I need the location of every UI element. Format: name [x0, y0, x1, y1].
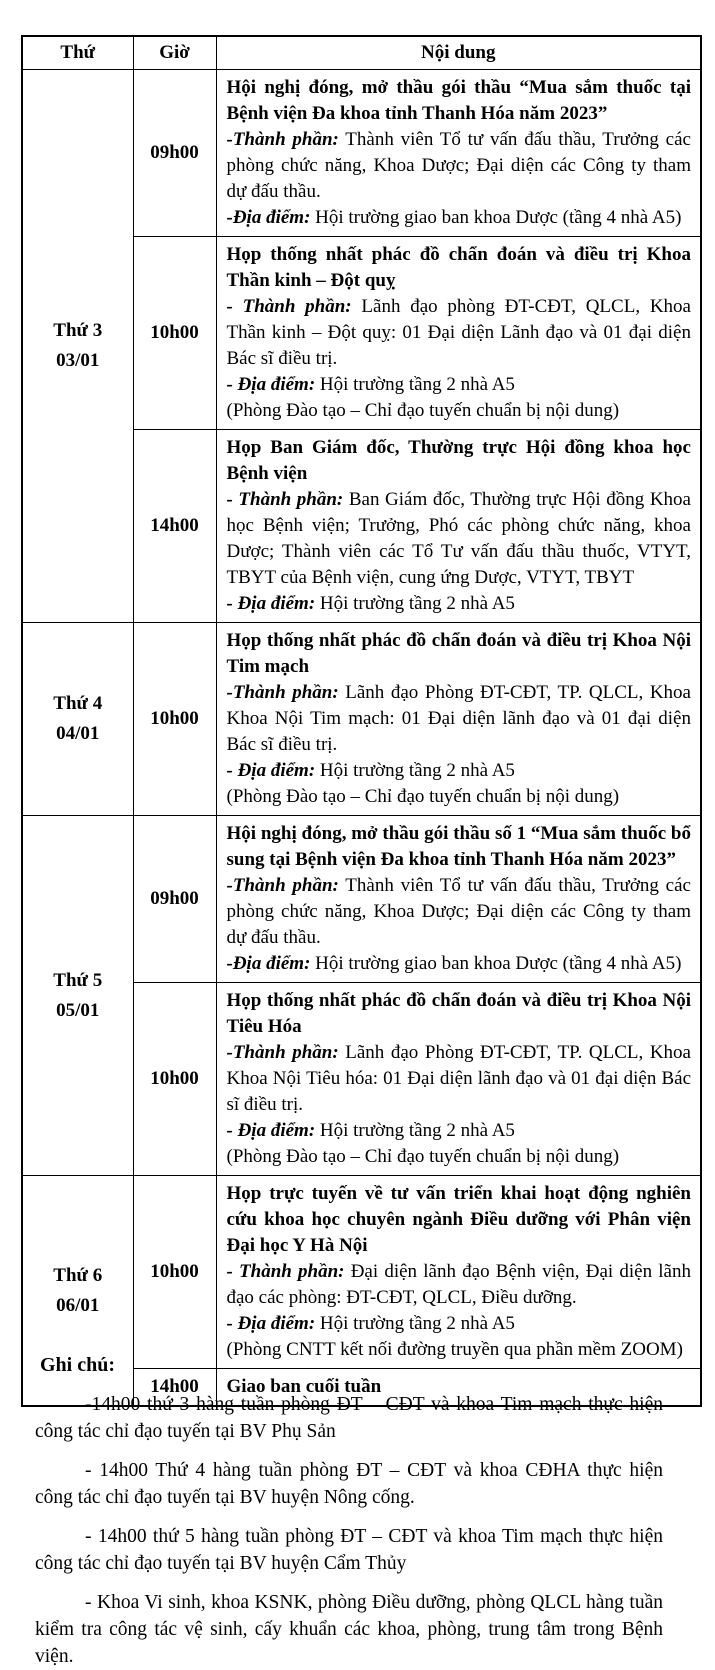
- event-line: [227, 1118, 692, 1144]
- line-text: Lãnh đạo Phòng ĐT-CĐT, TP. QLCL, Khoa Khoa Nội Tiêu hóa: 01 Đại diện lãnh đạo và 01 đại diện Bác sĩ điều trị.: [226, 1042, 691, 1115]
- event-title: Họp trực tuyến về tư vấn triển khai hoạt động nghiên cứu khoa học chuyên ngành Điều dưỡng với Phân viện Đại học Y Hà Nội: [226, 1183, 691, 1256]
- event-title: Họp Ban Giám đốc, Thường trực Hội đồng khoa học Bệnh viện: [226, 437, 691, 484]
- day-date: 04/01: [56, 723, 100, 744]
- event-line: [227, 487, 692, 591]
- line-text: Lãnh đạo Phòng ĐT-CĐT, TP. QLCL, Khoa Khoa Nội Tim mạch: 01 Đại diện lãnh đạo và 01 đại diện Bác sĩ điều trị.: [226, 682, 691, 755]
- schedule-row: [22, 816, 701, 983]
- line-label: - Địa điểm:: [226, 1313, 316, 1334]
- time-cell: 10h00: [133, 237, 216, 430]
- event-title: Giao ban cuối tuần: [226, 1376, 382, 1397]
- schedule-row: [22, 70, 701, 237]
- time-cell: 09h00: [133, 816, 216, 983]
- time-cell: 10h00: [133, 983, 216, 1176]
- line-text: Thành viên Tổ tư vấn đấu thầu, Trưởng các phòng chức năng, Khoa Dược; Đại diện các Công ty tham dự đấu thầu.: [226, 875, 691, 948]
- note-item: - 14h00 thứ 5 hàng tuần phòng ĐT – CĐT và khoa Tim mạch thực hiện công tác chỉ đạo tuyến tại BV huyện Cẩm Thủy: [35, 1526, 663, 1574]
- event-line: [227, 205, 692, 231]
- event-line: [227, 1144, 692, 1170]
- event-title: Hội nghị đóng, mở thầu gói thầu “Mua sắm thuốc tại Bệnh viện Đa khoa tỉnh Thanh Hóa năm 2023”: [226, 77, 691, 124]
- event-title: Họp thống nhất phác đồ chẩn đoán và điều trị Khoa Thần kinh – Đột quỵ: [226, 244, 691, 291]
- line-label: -Thành phần:: [226, 875, 339, 896]
- line-label: - Thành phần:: [226, 489, 344, 510]
- line-label: -Thành phần:: [226, 682, 339, 703]
- schedule-row: [22, 623, 701, 816]
- event-line: [227, 591, 692, 617]
- event-line: [227, 784, 692, 810]
- line-label: -Địa điểm:: [226, 953, 311, 974]
- content-cell: [216, 983, 701, 1176]
- event-line: [227, 951, 692, 977]
- time-cell: 14h00: [133, 1369, 216, 1407]
- line-text: (Phòng Đào tạo – Chỉ đạo tuyến chuẩn bị nội dung): [226, 400, 620, 421]
- content-cell: [216, 70, 701, 237]
- schedule-table: [21, 35, 702, 1407]
- event-line: [227, 127, 692, 205]
- line-label: - Địa điểm:: [226, 760, 316, 781]
- event-line: [227, 294, 692, 372]
- schedule-row: [22, 1176, 701, 1369]
- time-cell: 14h00: [133, 430, 216, 623]
- line-text: Thành viên Tổ tư vấn đấu thầu, Trưởng các phòng chức năng, Khoa Dược; Đại diện các Công ty tham dự đấu thầu.: [226, 129, 691, 202]
- note-item: - Khoa Vi sinh, khoa KSNK, phòng Điều dưỡng, phòng QLCL hàng tuần kiểm tra công tác vệ sinh, cấy khuẩn các khoa, phòng, trung tâm trong Bệnh viện.: [35, 1592, 663, 1667]
- day-cell: [22, 70, 133, 623]
- event-line: [227, 680, 692, 758]
- day-cell: [22, 816, 133, 1176]
- line-text: Hội trường giao ban khoa Dược (tầng 4 nhà A5): [310, 207, 682, 228]
- content-cell: [216, 623, 701, 816]
- line-text: Hội trường tầng 2 nhà A5: [315, 760, 515, 781]
- day-cell: [22, 623, 133, 816]
- notes-heading: Ghi chú:: [40, 1354, 116, 1376]
- line-text: Hội trường tầng 2 nhà A5: [315, 1313, 515, 1334]
- line-text: (Phòng CNTT kết nối đường truyền qua phần mềm ZOOM): [226, 1339, 683, 1360]
- line-label: - Thành phần:: [226, 296, 352, 317]
- content-cell: [216, 816, 701, 983]
- event-line: [227, 1259, 692, 1311]
- event-title: Họp thống nhất phác đồ chẩn đoán và điều trị Khoa Nội Tiêu Hóa: [226, 990, 691, 1037]
- line-text: Lãnh đạo phòng ĐT-CĐT, QLCL, Khoa Thần kinh – Đột quỵ: 01 Đại diện Lãnh đạo và 01 đại diện Bác sĩ điều trị.: [226, 296, 691, 369]
- line-text: Đại diện lãnh đạo Bệnh viện, Đại diện lãnh đạo các phòng: ĐT-CĐT, QLCL, Điều dưỡng.: [226, 1261, 691, 1308]
- day-label: Thứ 3: [53, 320, 103, 341]
- event-line: [227, 372, 692, 398]
- line-label: - Địa điểm:: [226, 1120, 316, 1141]
- note-item: -14h00 thứ 3 hàng tuần phòng ĐT – CĐT và khoa Tim mạch thực hiện công tác chỉ đạo tuyến tại BV Phụ Sản: [35, 1394, 663, 1442]
- day-label: Thứ 6: [53, 1264, 103, 1286]
- content-cell: [216, 430, 701, 623]
- event-line: [227, 873, 692, 951]
- line-text: Hội trường tầng 2 nhà A5: [315, 374, 515, 395]
- note-item: - 14h00 Thứ 4 hàng tuần phòng ĐT – CĐT và khoa CĐHA thực hiện công tác chỉ đạo tuyến tại BV huyện Nông cống.: [35, 1460, 663, 1508]
- header-day: Thứ: [22, 36, 133, 70]
- day-label: Thứ 4: [53, 693, 103, 714]
- day-label: Thứ 5: [53, 969, 103, 991]
- notes-list: [35, 1391, 663, 1670]
- event-line: [227, 398, 692, 424]
- line-label: - Địa điểm:: [226, 374, 316, 395]
- table-header-row: [22, 36, 701, 70]
- day-date: 03/01: [56, 350, 100, 371]
- line-label: - Thành phần:: [226, 1261, 345, 1282]
- line-label: -Thành phần:: [226, 1042, 339, 1063]
- notes-section: [35, 1352, 663, 1670]
- header-time: Giờ: [133, 36, 216, 70]
- line-label: -Địa điểm:: [226, 207, 311, 228]
- line-label: - Địa điểm:: [226, 593, 316, 614]
- line-text: (Phòng Đào tạo – Chỉ đạo tuyến chuẩn bị nội dung): [226, 1146, 620, 1167]
- event-title: Họp thống nhất phác đồ chẩn đoán và điều trị Khoa Nội Tim mạch: [226, 630, 691, 677]
- line-text: Ban Giám đốc, Thường trực Hội đồng Khoa học Bệnh viện; Trưởng, Phó các phòng chức năng, khoa Dược; Thành viên các Tổ Tư vấn đấu thầu thuốc, VTYT, TBYT của Bệnh viện, cung ứng Dược, VTYT, TBYT: [226, 489, 691, 588]
- line-text: (Phòng Đào tạo – Chỉ đạo tuyến chuẩn bị nội dung): [226, 786, 620, 807]
- time-cell: 09h00: [133, 70, 216, 237]
- content-cell: [216, 237, 701, 430]
- event-line: [227, 1040, 692, 1118]
- line-label: -Thành phần:: [226, 129, 339, 150]
- day-date: 05/01: [56, 999, 100, 1021]
- time-cell: 10h00: [133, 1176, 216, 1369]
- content-cell: [216, 1176, 701, 1369]
- line-text: Hội trường tầng 2 nhà A5: [315, 593, 515, 614]
- line-text: Hội trường tầng 2 nhà A5: [315, 1120, 515, 1141]
- day-date: 06/01: [56, 1294, 100, 1316]
- time-cell: 10h00: [133, 623, 216, 816]
- event-line: [227, 758, 692, 784]
- event-line: [227, 1311, 692, 1337]
- line-text: Hội trường giao ban khoa Dược (tầng 4 nhà A5): [310, 953, 682, 974]
- header-content: Nội dung: [216, 36, 701, 70]
- event-title: Hội nghị đóng, mở thầu gói thầu số 1 “Mua sắm thuốc bổ sung tại Bệnh viện Đa khoa tỉnh Thanh Hóa năm 2023”: [226, 823, 691, 870]
